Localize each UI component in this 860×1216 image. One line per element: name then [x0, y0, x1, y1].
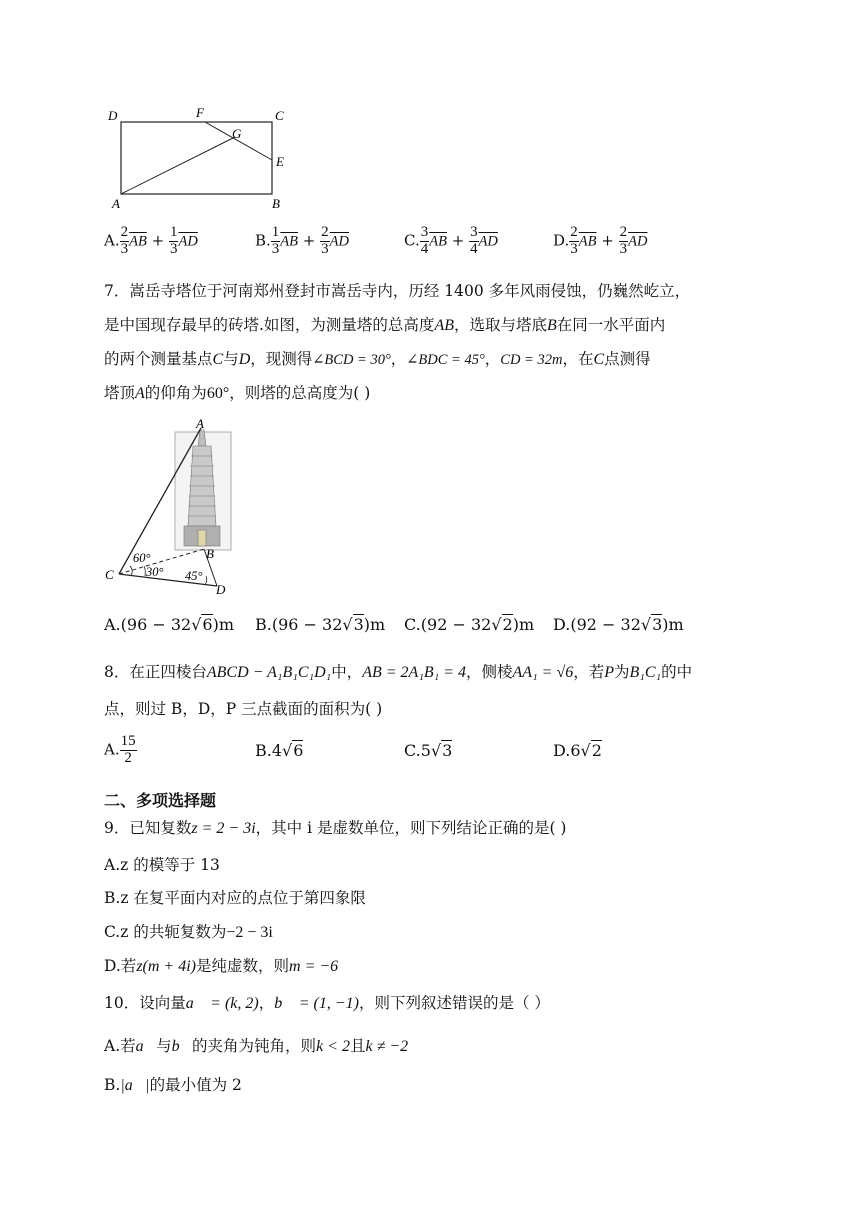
fig2-label-D: D — [216, 582, 226, 597]
q8-option-c[interactable]: C.5√3 — [404, 741, 453, 760]
section-heading: 二、多项选择题 — [104, 791, 217, 810]
label-F: F — [196, 105, 204, 120]
fig2-label-B: B — [206, 546, 214, 561]
q7-line-2: 是中国现存最早的砖塔.如图，为测量塔的总高度AB，选取与塔底B在同一水平面内 — [104, 316, 666, 334]
q7-line-1: 7．嵩岳寺塔位于河南郑州登封市嵩岳寺内，历经 1400 多年风雨侵蚀，仍巍然屹立， — [104, 282, 691, 300]
q7-option-b[interactable]: B.(96 − 32√3)m — [255, 615, 386, 634]
q10-stem: 10．设向量a⃗ = (k, 2)，b⃗ = (1, −1)，则下列叙述错误的是（ ） — [104, 994, 550, 1012]
label-A: A — [112, 196, 120, 210]
q7-line-4: 塔顶A的仰角为60°，则塔的总高度为( ) — [104, 384, 371, 402]
q7-option-c[interactable]: C.(92 − 32√2)m — [404, 615, 535, 634]
q9-option-a[interactable]: A.z 的模等于 13 — [104, 856, 220, 874]
q8-option-a[interactable]: A. $\frac{15}{2}$ — [104, 733, 136, 766]
fig2-angle-45: 45° — [185, 569, 203, 583]
q8-option-d[interactable]: D.6√2 — [553, 741, 602, 760]
q8-line-2: 点，则过 B，D，P 三点截面的面积为( ) — [104, 700, 383, 718]
q9-option-c[interactable]: C.z 的共轭复数为−2 − 3i — [104, 923, 273, 941]
q8-line-1: 8．在正四棱台ABCD − A₁B₁C₁D₁中，AB = 2A₁B₁ = 4，侧棱AA₁ = √6，若P为B₁C₁的中 — [104, 663, 693, 681]
label-B: B — [272, 196, 280, 210]
q10-option-a[interactable]: A.若a⃗与b⃗的夹角为钝角，则k < 2且k ≠ −2 — [104, 1037, 409, 1055]
q6-option-b[interactable]: B. $\frac{1}{3}$ $\overline{AB}$ + $\frac{2}{3}$ $\overline{AD}$ — [255, 224, 349, 257]
q6-option-d[interactable]: D. $\frac{2}{3}$ $\overline{AB}$ + $\frac{2}{3}$ $\overline{AD}$ — [553, 224, 648, 257]
q9-option-b[interactable]: B.z 在复平面内对应的点位于第四象限 — [104, 889, 366, 907]
q9-stem: 9．已知复数z = 2 − 3i，其中 i 是虚数单位，则下列结论正确的是( ) — [104, 819, 567, 837]
label-E: E — [276, 154, 284, 169]
q10-option-b[interactable]: B.|a⃗|的最小值为 2 — [104, 1076, 242, 1094]
fig2-label-A: A — [196, 416, 204, 431]
rectangle-figure — [100, 100, 300, 210]
q9-option-d[interactable]: D.若z(m + 4i)是纯虚数，则m = −6 — [104, 957, 339, 975]
q7-line-3: 的两个测量基点C与D，现测得∠BCD = 30°，∠BDC = 45°，CD = 32m，在C点测得 — [104, 350, 651, 368]
fig2-label-C: C — [105, 567, 114, 582]
q6-option-a[interactable]: A. $\frac{2}{3}$ $\overline{AB}$ + $\frac{1}{3}$ $\overline{AD}$ — [104, 224, 198, 257]
q7-option-d[interactable]: D.(92 − 32√3)m — [553, 615, 684, 634]
q8-option-b[interactable]: B.4√6 — [255, 741, 304, 760]
label-D: D — [108, 108, 118, 123]
fig2-angle-60: 60° — [133, 551, 151, 565]
q7-option-a[interactable]: A.(96 − 32√6)m — [104, 615, 234, 634]
label-G: G — [232, 126, 242, 141]
label-C: C — [275, 108, 284, 123]
pagoda-figure — [100, 416, 250, 600]
q6-option-c[interactable]: C. $\frac{3}{4}$ $\overline{AB}$ + $\frac{3}{4}$ $\overline{AD}$ — [404, 224, 498, 257]
fig2-angle-30: 30° — [146, 565, 164, 579]
